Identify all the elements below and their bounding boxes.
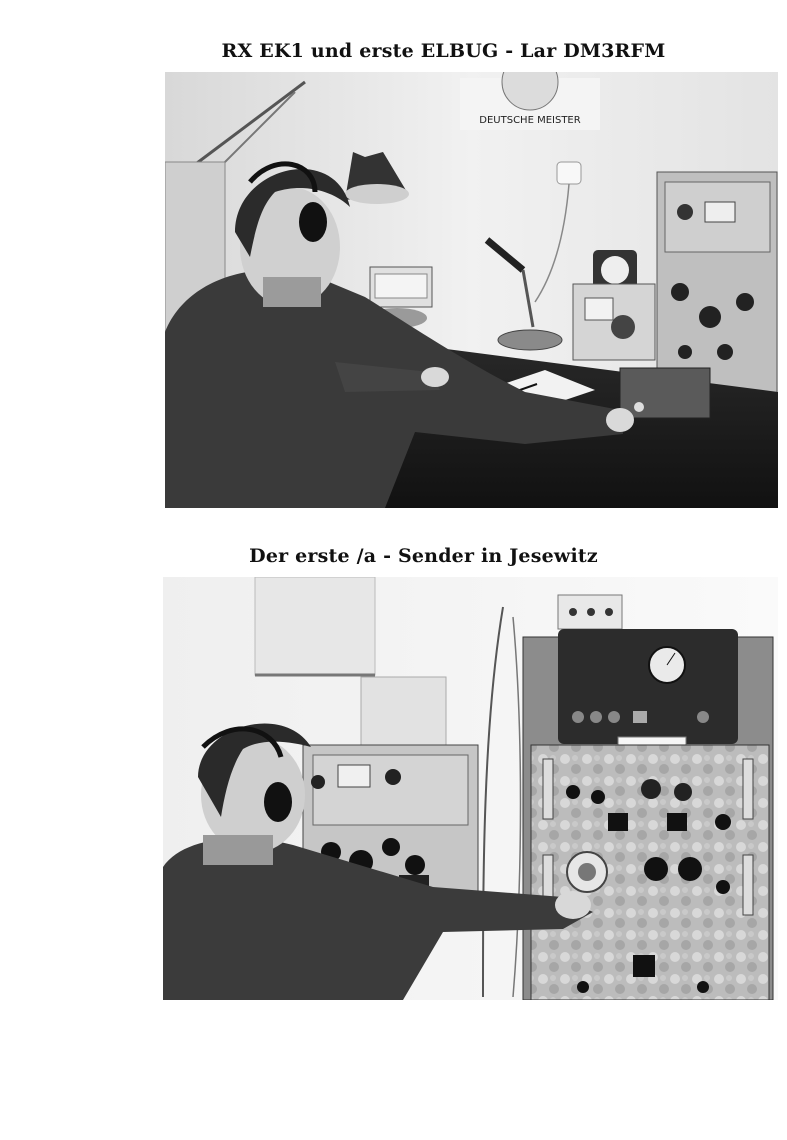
photo-transmitter-station-illustration (163, 577, 778, 1000)
poster-text: DEUTSCHE MEISTER (479, 115, 581, 126)
caption-top: RX EK1 und erste ELBUG - Lar DM3RFM (221, 40, 666, 62)
caption-bottom: Der erste /a - Sender in Jesewitz (249, 545, 598, 567)
photo-receiver-station (165, 72, 778, 508)
photo-transmitter-station (163, 577, 778, 1000)
photo-receiver-station-illustration (165, 72, 778, 508)
